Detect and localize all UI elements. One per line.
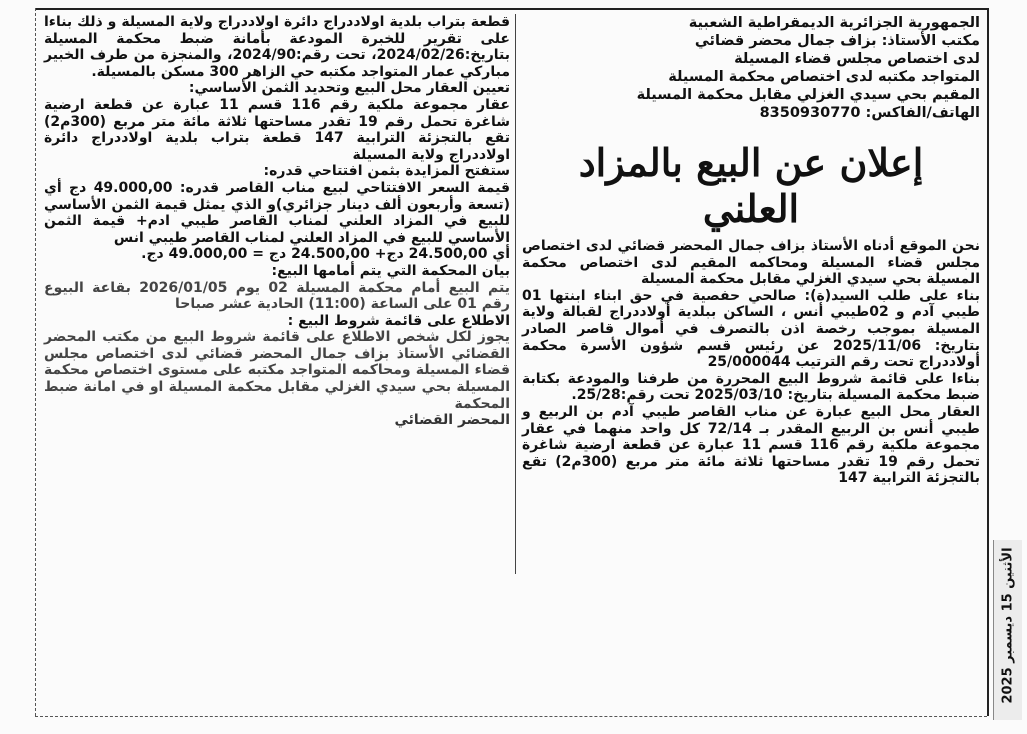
conditions-paragraph: بناءا على قائمة شروط البيع المحررة من طرفنا والمودعة بكتابة ضبط محكمة المسيلة بتاريخ: 2025/03/10 تحت رقم:25/28.: [522, 370, 980, 404]
header-jurisdiction: لدى اختصاص مجلس قضاء المسيلة: [734, 51, 980, 67]
newspaper-spine: [993, 540, 1022, 720]
title-line-2: العلني: [702, 186, 800, 231]
border-top: [35, 8, 987, 10]
border-left: [35, 8, 36, 716]
border-bottom: [35, 716, 987, 717]
header-office: مكتب الأستاذ: بزاف جمال محضر قضائي: [694, 33, 980, 49]
opening-price-paragraph: قيمة السعر الافتتاحي لبيع مناب القاصر قدره: 49.000,00 دج أي (تسعة وأربعون ألف دينار جزائري)و الذي يمثل قيمة الثمن الأساسي للبيع في المزاد العلني لمناب القاصر طيبي ادم+ قيمة الثمن الأساسي للبيع في المزاد العلني لمناب القاصر طيبي انس: [44, 179, 510, 246]
conditions-heading: الاطلاع على قائمة شروط البيع :: [287, 312, 510, 329]
border-right: [987, 8, 989, 716]
intro-paragraph: نحن الموقع أدناه الأستاذ بزاف جمال المحضر قضائي لدى اختصاص مجلس قضاء المسيلة ومحاكمه المقيم لدى اختصاص محكمة المسيلة بحي سيدي الغزلي مقابل محكمة المسيلة: [522, 238, 980, 288]
court-paragraph: يتم البيع أمام محكمة المسيلة 02 يوم 2026/01/05 بقاعة البيوع رقم 01 على الساعة (11:00) الحادية عشر صباحا: [44, 279, 510, 313]
header-phone: الهاتف/الفاكس: 8350930770: [759, 105, 980, 121]
right-column: [522, 14, 980, 487]
court-heading: بيان المحكمة التي يتم أمامها البيع:: [271, 262, 510, 279]
title-line-1: إعلان عن البيع بالمزاد: [578, 140, 924, 185]
opening-price-heading: ستفتح المزايدة بثمن افتتاحي قدره:: [263, 163, 510, 180]
column-divider: [515, 14, 516, 574]
expertise-paragraph: قطعة بتراب بلدية اولاددراج دائرة اولاددراج ولاية المسيلة و ذلك بناءا على تقرير للخبرة المودعة بأمانة ضبط محكمة المسيلة بتاريخ:2024/02/26، تحت رقم:2024/90، والمنجزة من طرف الخبير مباركي عمار المتواجد مكتبه حي الزاهر 300 مسكن بالمسيلة.: [44, 14, 510, 80]
spine-date: الأثنين 15 ديسمبر 2025: [1000, 547, 1016, 704]
bailiff-signature: المحضر القضائي: [394, 412, 510, 429]
auction-title: [522, 140, 980, 232]
header-block: [522, 14, 980, 122]
header-court: المتواجد مكتبه لدى اختصاص محكمة المسيلة: [668, 69, 980, 85]
left-column: [44, 14, 510, 429]
header-address: المقيم بحي سيدي الغزلي مقابل محكمة المسيلة: [636, 87, 980, 103]
price-sum: أي 24.500,00 دج+ 24.500,00 دج = 49.000,00 دج.: [141, 246, 510, 263]
property-designation-heading: تعيين العقار محل البيع وتحديد الثمن الأساسي:: [188, 80, 510, 97]
property-designation: عقار مجموعة ملكية رقم 116 قسم 11 عبارة عن قطعة ارضية شاغرة تحمل رقم 19 تقدر مساحتها ثلاثة مائة متر مربع (300م2) تقع بالتجزئة الترابية 147 قطعة بتراب بلدية اولاددراج دائرة اولاددراج ولاية المسيلة: [44, 96, 510, 163]
property-paragraph: العقار محل البيع عبارة عن مناب القاصر طيبي آدم بن الربيع و طيبي أنس بن الربيع المقدر بـ 72/14 كل واحد منهما في عقار مجموعة ملكية رقم 116 قسم 11 عبارة عن قطعة ارضية شاغرة تحمل رقم 19 تقدر مساحتها ثلاثة مائة متر مربع (300م2) تقع بالتجزئة الترابية 147: [522, 403, 981, 487]
header-republic: الجمهورية الجزائرية الديمقراطية الشعبية: [688, 15, 980, 31]
conditions-access-paragraph: يجوز لكل شخص الاطلاع على قائمة شروط البيع من مكتب المحضر القضائي الأستاذ بزاف جمال المحضر قضائي لدى اختصاص مجلس قضاء المسيلة ومحاكمه المتواجد مكتبه على مستوى اختصاص محكمة المسيلة بحي سيدي الغزلي مقابل محكمة المسيلة او في امانة ضبط المحكمة: [44, 329, 510, 412]
request-paragraph: بناء على طلب السيد(ة): صالحي حفصية في حق ابناء ابنتها 01 طيبي آدم و 02طيبي أنس ، الساكن ببلدية أولاددراج لقبالة ولاية المسيلة بموجب رخصة اذن بالتصرف في أموال قاصر الصادر بتاريخ: 2025/11/06 عن رئيس قسم شؤون الأسرة محكمة أولاددراج تحت رقم الترتيب 25/000044: [522, 287, 981, 371]
